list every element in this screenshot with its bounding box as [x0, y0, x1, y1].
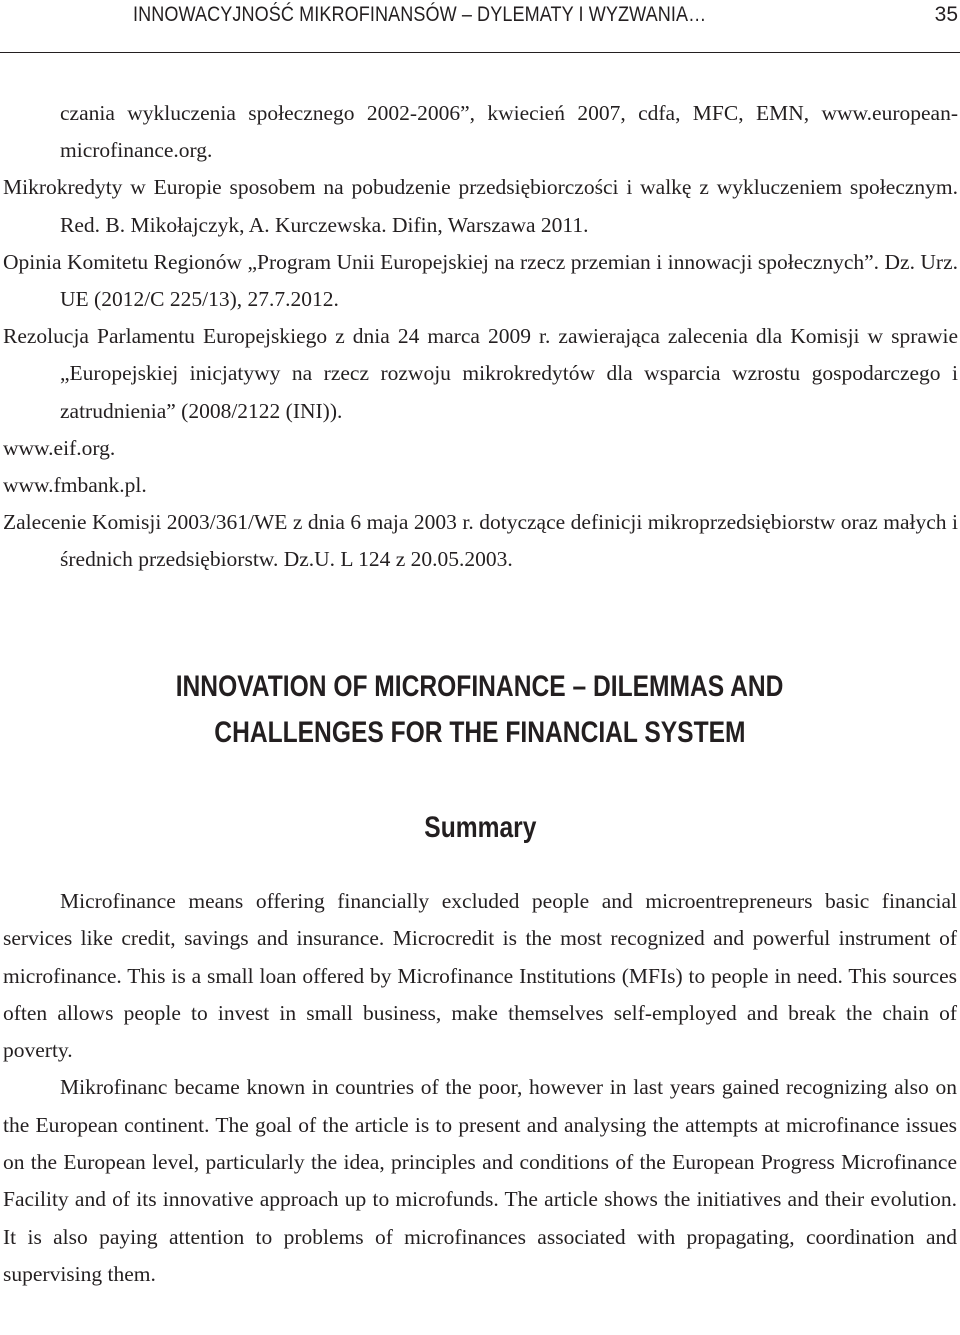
- bibliography-entry: Rezolucja Parlamentu Europejskiego z dnia 24 marca 2009 r. zawierająca zalecenia dla Komisji w sprawie „Europejskiej inicjatywy na rzecz rozwoju mikrokredytów dla wsparcia wzrostu gospodarczego i zatrudnienia” (2008/2122 (INI)).: [3, 324, 958, 423]
- bibliography-entry: www.eif.org.: [3, 435, 116, 460]
- english-title: [0, 664, 960, 756]
- bibliography-entry: Mikrokredyty w Europie sposobem na pobudzenie przedsiębiorczości i walkę z wykluczeniem społecznym. Red. B. Mikołajczyk, A. Kurczewska. Difin, Warszawa 2011.: [3, 175, 958, 237]
- summary-paragraph: Mikrofinanc became known in countries of the poor, however in last years gained recognizing also on the European continent. The goal of the article is to present and analysing the attempts at microfinance issues on the European level, particularly the idea, principles and conditions of the European Progress Microfinance Facility and of its innovative approach up to microfunds. The article shows the initiatives and their evolution. It is also paying attention to problems of microfinances associated with propagating, coordination and supervising them.: [3, 1075, 957, 1286]
- summary-heading-text: Summary: [423, 811, 537, 844]
- english-title-line-1: INNOVATION OF MICROFINANCE – DILEMMAS AND: [176, 670, 784, 703]
- running-title: INNOWACYJNOŚĆ MIKROFINANSÓW – DYLEMATY I WYZWANIA…: [133, 3, 707, 26]
- summary-paragraph: Microfinance means offering financially excluded people and microentrepreneurs basic financial services like credit, savings and insurance. Microcredit is the most recognized and powerful instrument of microfinance. This is a small loan offered by Microfinance Institutions (MFIs) to people in need. This sources often allows people to invest in small business, make themselves self-employed and break the chain of poverty.: [3, 889, 957, 1063]
- bibliography-entry: czania wykluczenia społecznego 2002-2006”, kwiecień 2007, cdfa, MFC, EMN, www.european-microfinance.org.: [60, 101, 958, 163]
- summary-heading: [0, 808, 960, 848]
- bibliography-entry: Zalecenie Komisji 2003/361/WE z dnia 6 maja 2003 r. dotyczące definicji mikroprzedsiębiorstw oraz małych i średnich przedsiębiorstw. Dz.U. L 124 z 20.05.2003.: [3, 510, 958, 572]
- english-title-line-2: CHALLENGES FOR THE FINANCIAL SYSTEM: [214, 716, 746, 749]
- bibliography-entry: Opinia Komitetu Regionów „Program Unii Europejskiej na rzecz przemian i innowacji społecznych”. Dz. Urz. UE (2012/C 225/13), 27.7.2012.: [3, 249, 958, 312]
- running-header: [0, 0, 960, 53]
- summary-body: [3, 883, 957, 1293]
- page-number: 35: [934, 3, 958, 26]
- bibliography-list: [3, 95, 958, 579]
- bibliography-entry: www.fmbank.pl.: [3, 473, 147, 498]
